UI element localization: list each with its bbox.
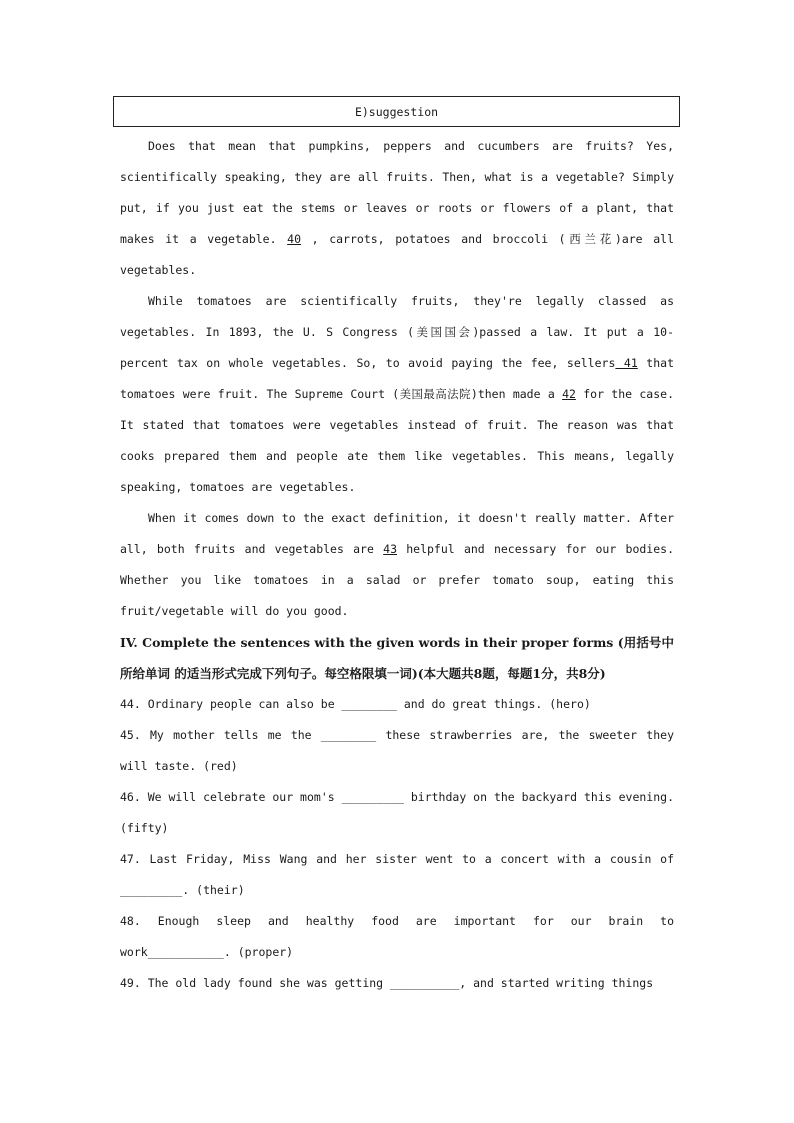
section-heading: IV. Complete the sentences with the given words in their proper forms (用括号中所给单词 的适当形式完成下列句子。每空格限填一词)(本大题共8题，每题1分，共8分) <box>120 635 674 681</box>
question-46: 46. We will celebrate our mom's _________ birthday on the backyard this evening. (fifty) <box>120 790 674 835</box>
blank-number: 43 <box>383 542 397 556</box>
passage-text: While tomatoes are scientifically fruits, they're legally classed as vegetables. In 1893, the U. S Congress (美国国会)passed a law. It put a 10-percent tax on whole vegetables. So, to avoid paying the fee, sellers <box>120 294 674 370</box>
passage-text: When it comes down to the exact definition, it doesn't really matter. After all, both fruits and vegetables are <box>120 511 674 556</box>
document-body <box>120 131 674 999</box>
passage-text: , carrots, potatoes and broccoli (西兰花)are all vegetables. <box>120 232 674 277</box>
passage-text: Does that mean that pumpkins, peppers and cucumbers are fruits? Yes, scientifically speaking, they are all fruits. Then, what is a vegetable? Simply put, if you just eat the stems or leaves or roots or flowers of a plant, that makes it a vegetable. <box>120 139 674 246</box>
question-44: 44. Ordinary people can also be ________ and do great things. (hero) <box>120 697 591 711</box>
passage-paragraph-2 <box>120 286 674 503</box>
option-box-text: E)suggestion <box>354 104 439 119</box>
question-47: 47. Last Friday, Miss Wang and her sister went to a concert with a cousin of _________. (their) <box>120 852 674 897</box>
passage-text: for the case. It stated that tomatoes were vegetables instead of fruit. The reason was that cooks prepared them and people ate them like vegetables. This means, legally speaking, tomatoes are vegetables. <box>120 387 674 494</box>
question-48: 48. Enough sleep and healthy food are important for our brain to work___________. (proper) <box>120 914 674 959</box>
blank-number: 40 <box>287 232 302 246</box>
question-49: 49. The old lady found she was getting __________, and started writing things <box>120 976 654 990</box>
passage-text: that tomatoes were fruit. The Supreme Court (美国最高法院)then made a <box>120 356 675 401</box>
passage-paragraph-3 <box>120 503 674 627</box>
question-45: 45. My mother tells me the ________ these strawberries are, the sweeter they will taste. (red) <box>120 728 674 773</box>
passage-text: helpful and necessary for our bodies. Whether you like tomatoes in a salad or prefer tomato soup, eating this fruit/vegetable will do you good. <box>120 542 674 618</box>
blank-number: 41 <box>615 356 638 370</box>
blank-number: 42 <box>562 387 576 401</box>
option-box <box>113 96 680 127</box>
passage-paragraph-1 <box>120 131 674 286</box>
